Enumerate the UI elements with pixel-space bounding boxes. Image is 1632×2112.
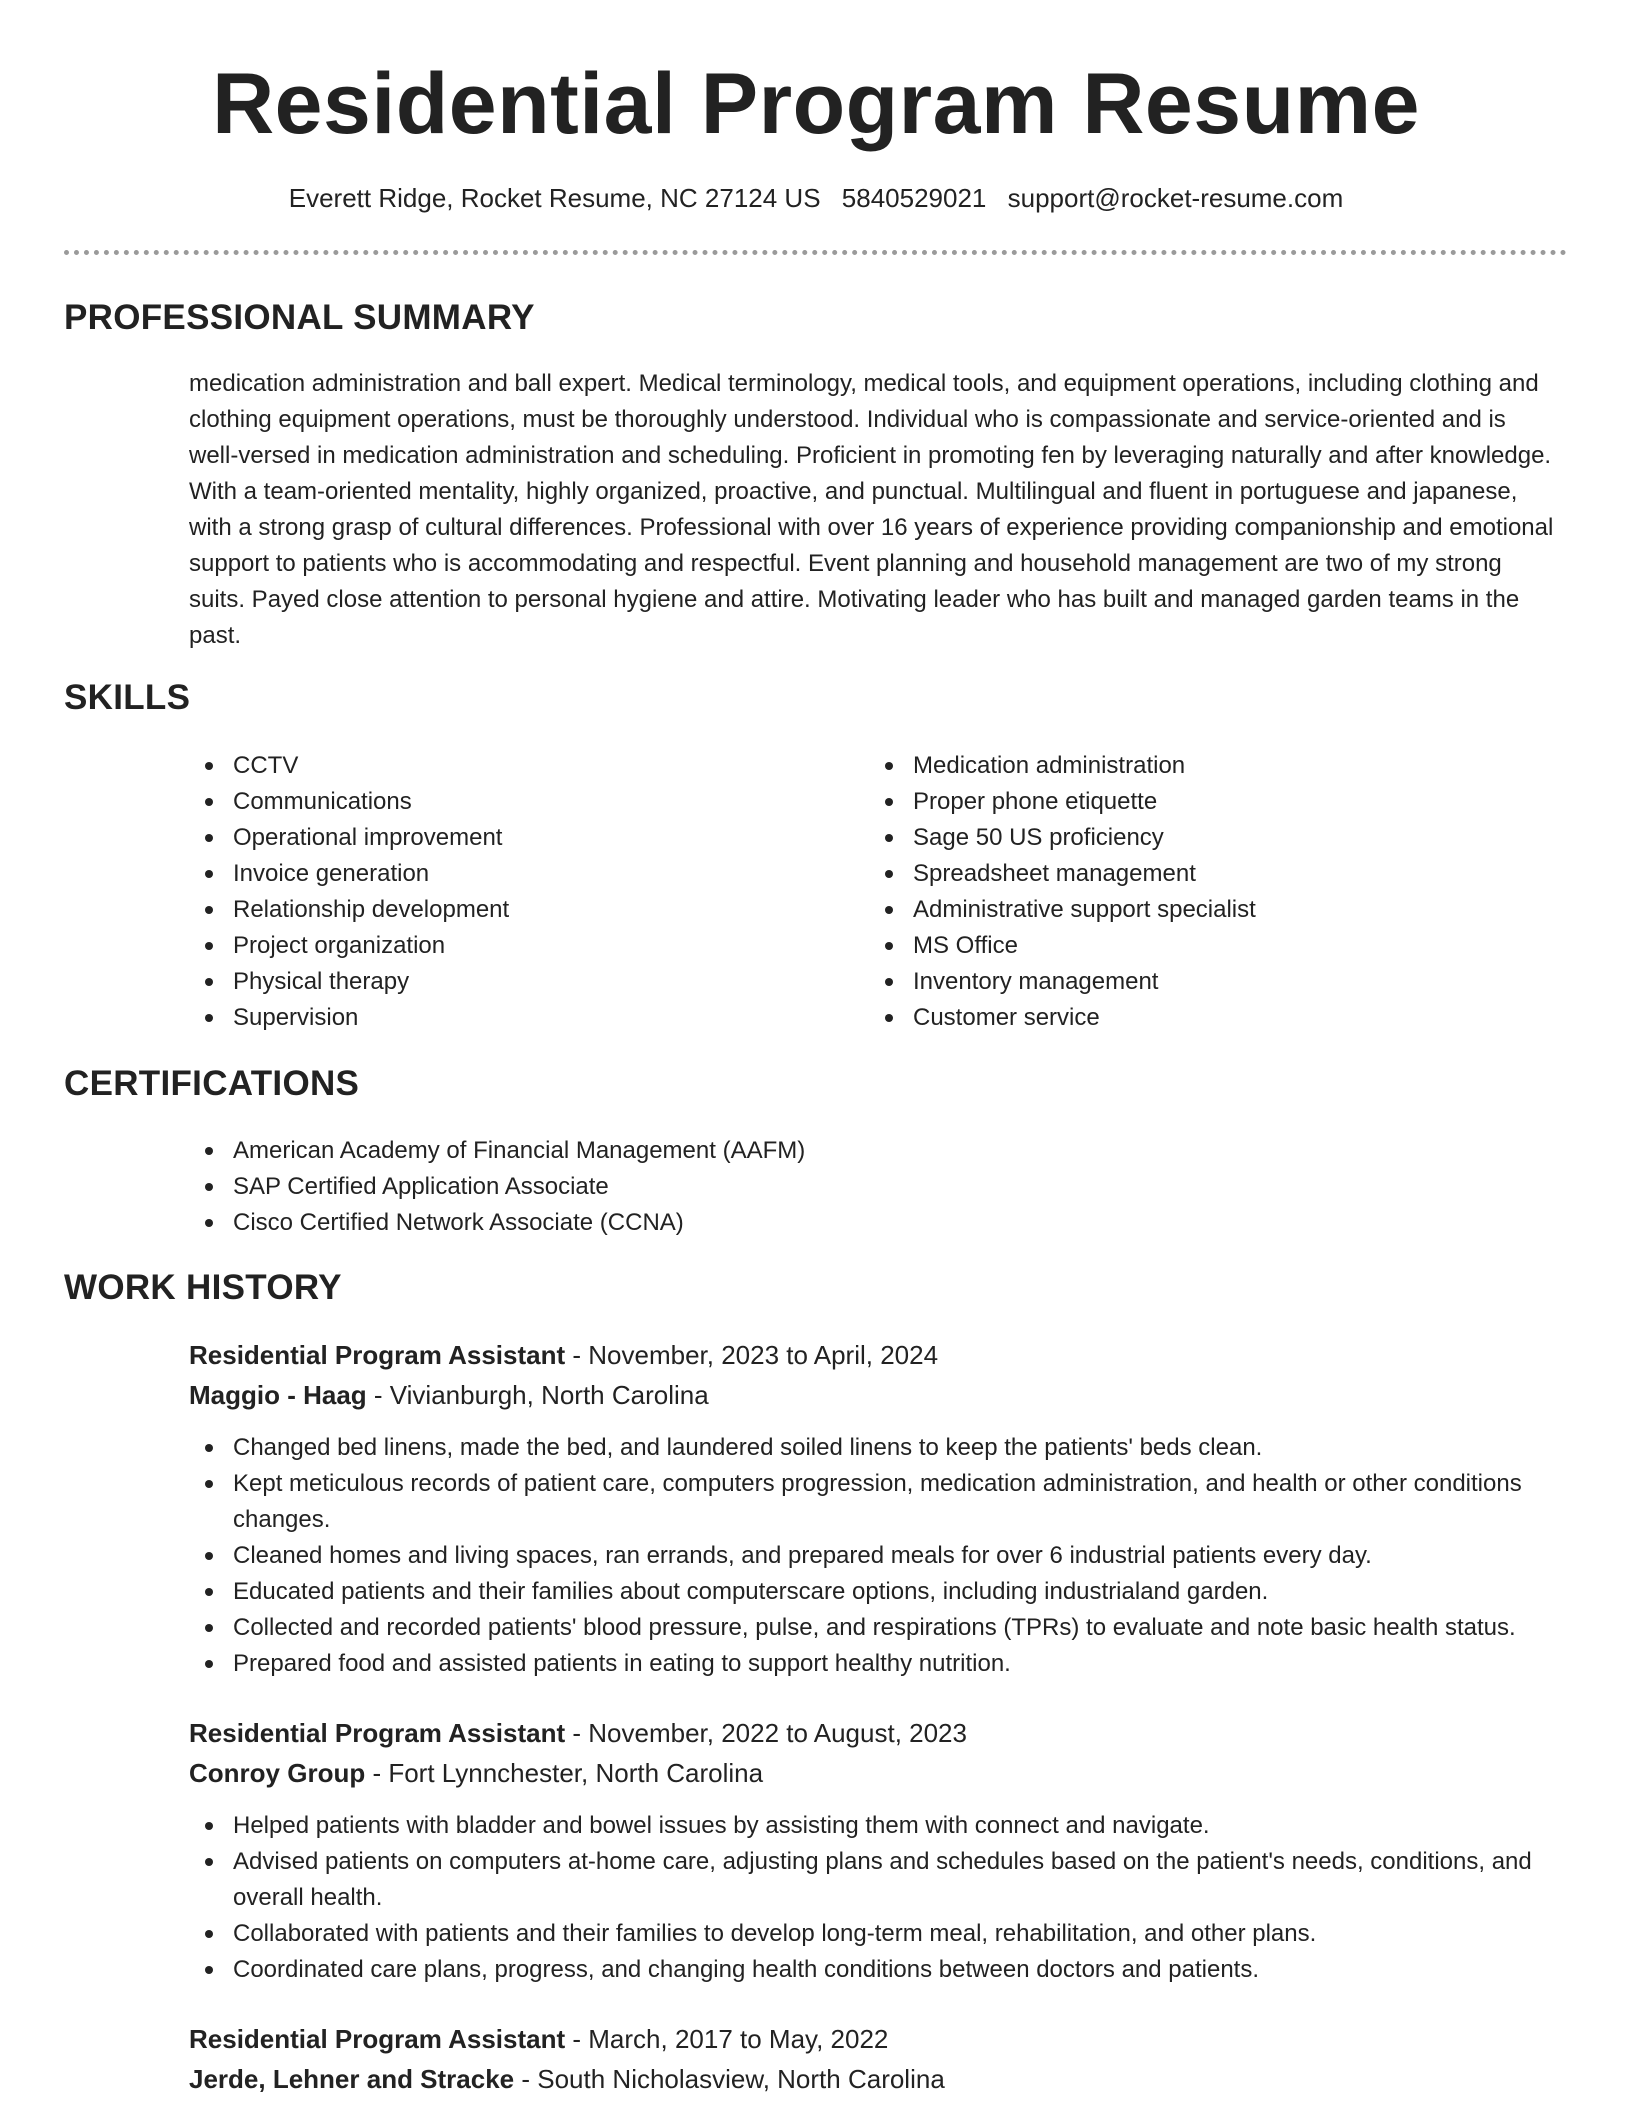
list-item: Supervision [189, 1000, 829, 1036]
list-item: Operational improvement [189, 820, 829, 856]
contact-address: Everett Ridge, Rocket Resume, NC 27124 US [288, 183, 821, 213]
skills-heading: SKILLS [64, 678, 191, 717]
job-dates: - November, 2022 to August, 2023 [565, 1718, 967, 1748]
job-company-line [189, 1755, 763, 1791]
job-bullets [189, 1430, 1564, 1682]
job-title-line [189, 2021, 888, 2057]
list-item: Changed bed linens, made the bed, and laundered soiled linens to keep the patients' beds clean. [189, 1430, 1564, 1466]
list-item: SAP Certified Application Associate [189, 1169, 1559, 1205]
job-company: Maggio - Haag [189, 1380, 367, 1410]
contact-line [0, 183, 1632, 214]
list-item: Sage 50 US proficiency [869, 820, 1569, 856]
list-item: Administrative support specialist [869, 892, 1569, 928]
job-company-line [189, 1377, 709, 1413]
list-item: Cleaned homes and living spaces, ran errands, and prepared meals for over 6 industrial patients every day. [189, 1538, 1564, 1574]
list-item: Kept meticulous records of patient care, computers progression, medication administration, and health or other conditions changes. [189, 1466, 1564, 1538]
list-item: Coordinated care plans, progress, and changing health conditions between doctors and patients. [189, 1952, 1564, 1988]
list-item: Project organization [189, 928, 829, 964]
list-item: CCTV [189, 748, 829, 784]
list-item: Spreadsheet management [869, 856, 1569, 892]
list-item: Cisco Certified Network Associate (CCNA) [189, 1205, 1559, 1241]
job-dates: - November, 2023 to April, 2024 [565, 1340, 939, 1370]
list-item: Helped patients with bladder and bowel issues by assisting them with connect and navigate. [189, 1808, 1564, 1844]
list-item: Customer service [869, 1000, 1569, 1036]
job-location: - Fort Lynnchester, North Carolina [365, 1758, 764, 1788]
resume-title: Residential Program Resume [212, 56, 1420, 152]
work-history-heading: WORK HISTORY [64, 1268, 342, 1307]
contact-email: support@rocket-resume.com [1007, 183, 1344, 213]
job-bullets [189, 1808, 1564, 1988]
job-dates: - March, 2017 to May, 2022 [565, 2024, 889, 2054]
skills-list-left [189, 748, 829, 1036]
list-item: Collected and recorded patients' blood pressure, pulse, and respirations (TPRs) to evaluate and note basic health status. [189, 1610, 1564, 1646]
summary-heading: PROFESSIONAL SUMMARY [64, 298, 535, 337]
list-item: American Academy of Financial Management (AAFM) [189, 1133, 1559, 1169]
job-title-line [189, 1715, 967, 1751]
list-item: Proper phone etiquette [869, 784, 1569, 820]
job-company: Conroy Group [189, 1758, 366, 1788]
list-item: Collaborated with patients and their families to develop long-term meal, rehabilitation, and other plans. [189, 1916, 1564, 1952]
job-company-line [189, 2061, 945, 2097]
summary-text: medication administration and ball expert. Medical terminology, medical tools, and equipment operations, including clothing and clothing equipment operations, must be thoroughly understood. Individual who is compassionate and service-oriented and is well-versed in medication administration and scheduling. Proficient in promoting fen by leveraging naturally and after knowledge. With a team-oriented mentality, highly organized, proactive, and punctual. Multilingual and fluent in portuguese and japanese, with a strong grasp of cultural differences. Professional with over 16 years of experience providing companionship and emotional support to patients who is accommodating and respectful. Event planning and household management are two of my strong suits. Payed close attention to personal hygiene and attire. Motivating leader who has built and managed garden teams in the past. [189, 370, 1554, 649]
job-location: - South Nicholasview, North Carolina [514, 2064, 945, 2094]
list-item: Inventory management [869, 964, 1569, 1000]
job-title: Residential Program Assistant [189, 2024, 566, 2054]
job-title: Residential Program Assistant [189, 1718, 566, 1748]
contact-phone: 5840529021 [841, 183, 987, 213]
list-item: Relationship development [189, 892, 829, 928]
job-company: Jerde, Lehner and Stracke [189, 2064, 515, 2094]
list-item: Advised patients on computers at-home care, adjusting plans and schedules based on the patient's needs, conditions, and overall health. [189, 1844, 1564, 1916]
job-location: - Vivianburgh, North Carolina [366, 1380, 709, 1410]
job-title-line [189, 1337, 938, 1373]
list-item: Medication administration [869, 748, 1569, 784]
certifications-list [189, 1133, 1559, 1241]
header-divider [64, 250, 1567, 255]
skills-list-right [869, 748, 1569, 1036]
list-item: Educated patients and their families about computerscare options, including industrialand garden. [189, 1574, 1564, 1610]
list-item: Communications [189, 784, 829, 820]
list-item: Prepared food and assisted patients in eating to support healthy nutrition. [189, 1646, 1564, 1682]
list-item: MS Office [869, 928, 1569, 964]
job-title: Residential Program Assistant [189, 1340, 566, 1370]
list-item: Physical therapy [189, 964, 829, 1000]
certifications-heading: CERTIFICATIONS [64, 1064, 360, 1103]
list-item: Invoice generation [189, 856, 829, 892]
